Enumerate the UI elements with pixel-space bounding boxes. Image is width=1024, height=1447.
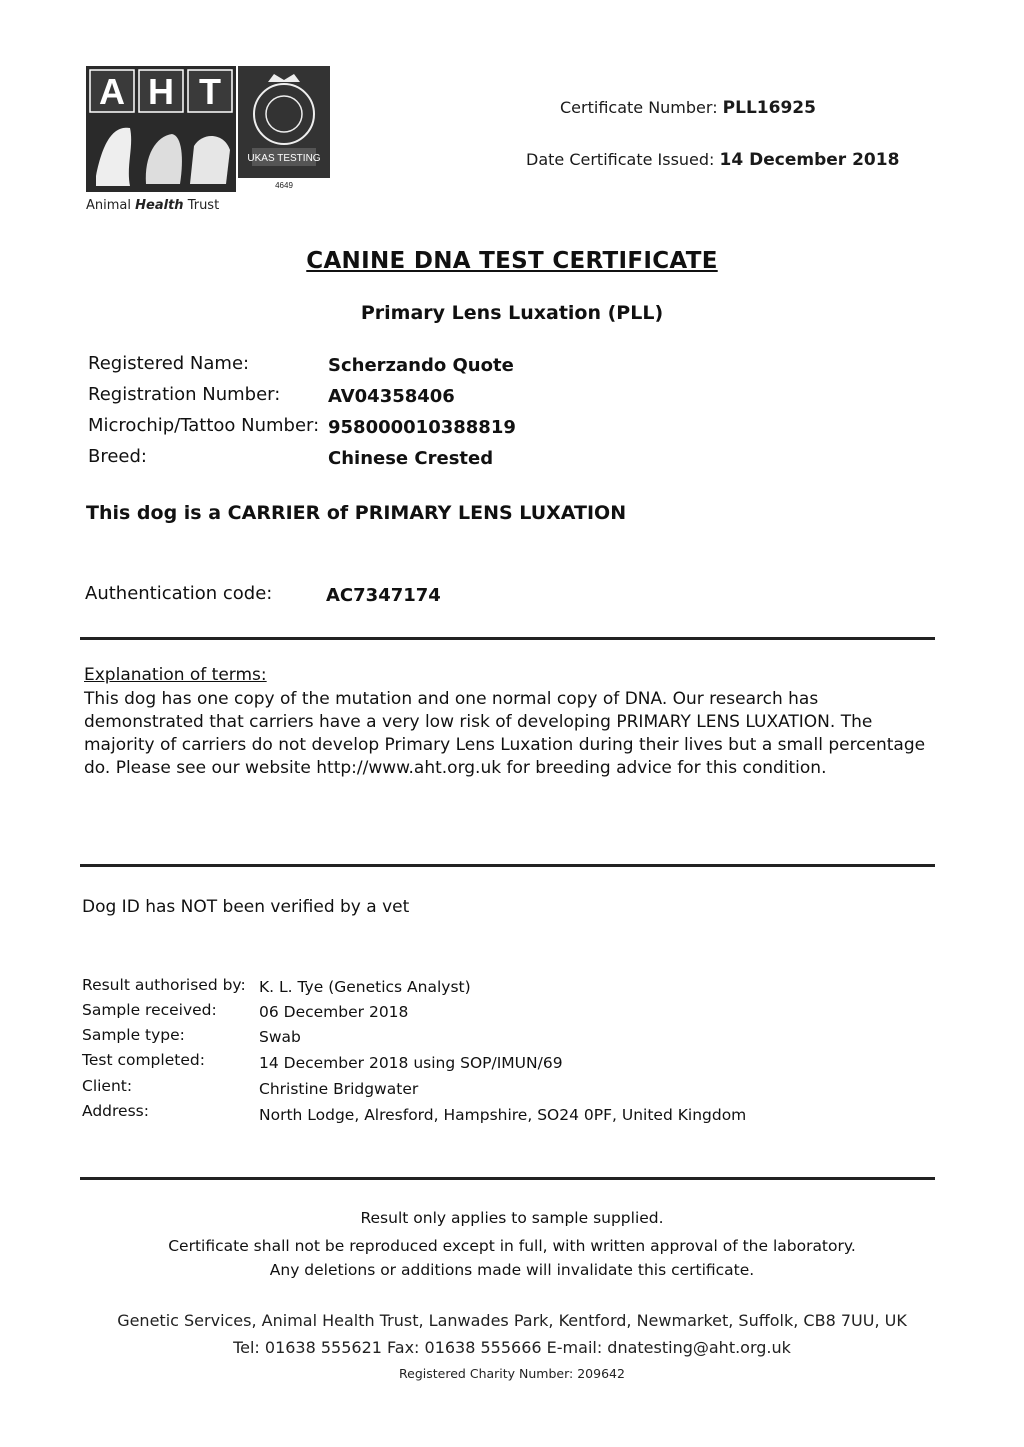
test-result-verdict: This dog is a CARRIER of PRIMARY LENS LUXATION — [86, 502, 627, 524]
sample-received-label: Sample received: — [82, 1001, 217, 1019]
date-issued-row — [526, 150, 899, 170]
certificate-number-value: PLL16925 — [722, 98, 816, 118]
registration-number-value: AV04358406 — [328, 386, 455, 407]
footer-contact: Tel: 01638 555621 Fax: 01638 555666 E-mail: dnatesting@aht.org.uk — [233, 1338, 791, 1357]
ukas-text: UKAS TESTING — [247, 153, 321, 164]
registered-name-label: Registered Name: — [88, 353, 250, 374]
address-label: Address: — [82, 1102, 149, 1120]
footer-address: Genetic Services, Animal Health Trust, Lanwades Park, Kentford, Newmarket, Suffolk, CB8 7UU, UK — [117, 1311, 907, 1330]
footer-charity-number: Registered Charity Number: 209642 — [399, 1366, 625, 1381]
ukas-number: 4649 — [275, 181, 293, 190]
explanation-heading: Explanation of terms: — [84, 665, 267, 685]
certificate-subtitle: Primary Lens Luxation (PLL) — [360, 302, 664, 324]
authorised-by-label: Result authorised by: — [82, 976, 246, 994]
sample-type-value: Swab — [259, 1028, 301, 1046]
divider — [80, 637, 935, 640]
org-name — [86, 198, 219, 213]
footer-line-3: Any deletions or additions made will invalidate this certificate. — [269, 1261, 755, 1279]
authorised-by-value: K. L. Tye (Genetics Analyst) — [259, 978, 471, 996]
breed-value: Chinese Crested — [328, 448, 494, 469]
breed-label: Breed: — [88, 446, 147, 467]
org-name-emph: Health — [135, 198, 184, 213]
aht-ukas-logo-graphic — [86, 66, 330, 192]
microchip-label: Microchip/Tattoo Number: — [88, 415, 320, 436]
org-name-prefix: Animal — [86, 198, 131, 213]
footer-line-1: Result only applies to sample supplied. — [360, 1209, 664, 1227]
test-completed-label: Test completed: — [82, 1051, 205, 1069]
certificate-title: CANINE DNA TEST CERTIFICATE — [306, 248, 718, 274]
logo-letter-a: A — [99, 71, 125, 112]
certificate-number-label: Certificate Number: — [560, 98, 718, 117]
sample-type-label: Sample type: — [82, 1026, 185, 1044]
test-completed-value: 14 December 2018 using SOP/IMUN/69 — [259, 1054, 563, 1072]
client-value: Christine Bridgwater — [259, 1080, 419, 1098]
client-label: Client: — [82, 1077, 133, 1095]
divider — [80, 1177, 935, 1180]
logo-letter-t: T — [199, 71, 221, 112]
org-name-suffix: Trust — [187, 198, 220, 213]
footer-line-2: Certificate shall not be reproduced except in full, with written approval of the laboratory. — [168, 1237, 856, 1255]
registration-number-label: Registration Number: — [88, 384, 281, 405]
divider — [80, 864, 935, 867]
dog-id-note: Dog ID has NOT been verified by a vet — [82, 897, 410, 917]
registered-name-value: Scherzando Quote — [328, 355, 514, 376]
date-issued-label: Date Certificate Issued: — [526, 150, 715, 169]
logo-letter-h: H — [148, 71, 174, 112]
sample-received-value: 06 December 2018 — [259, 1003, 409, 1021]
date-issued-value: 14 December 2018 — [719, 150, 900, 170]
address-value: North Lodge, Alresford, Hampshire, SO24 0PF, United Kingdom — [259, 1106, 747, 1124]
microchip-value: 958000010388819 — [328, 417, 516, 438]
aht-logo — [86, 66, 330, 192]
auth-code-label: Authentication code: — [85, 583, 273, 604]
auth-code-value: AC7347174 — [326, 585, 441, 606]
explanation-body: This dog has one copy of the mutation and one normal copy of DNA. Our research has demonstrated that carriers have a very low risk of developing PRIMARY LENS LUXATION. The majority of carriers do not develop Primary Lens Luxation during their lives but a small percentage do. Please see our website http://www.aht.org.uk for breeding advice for this condition. — [84, 689, 926, 778]
certificate-number-row — [560, 98, 816, 118]
